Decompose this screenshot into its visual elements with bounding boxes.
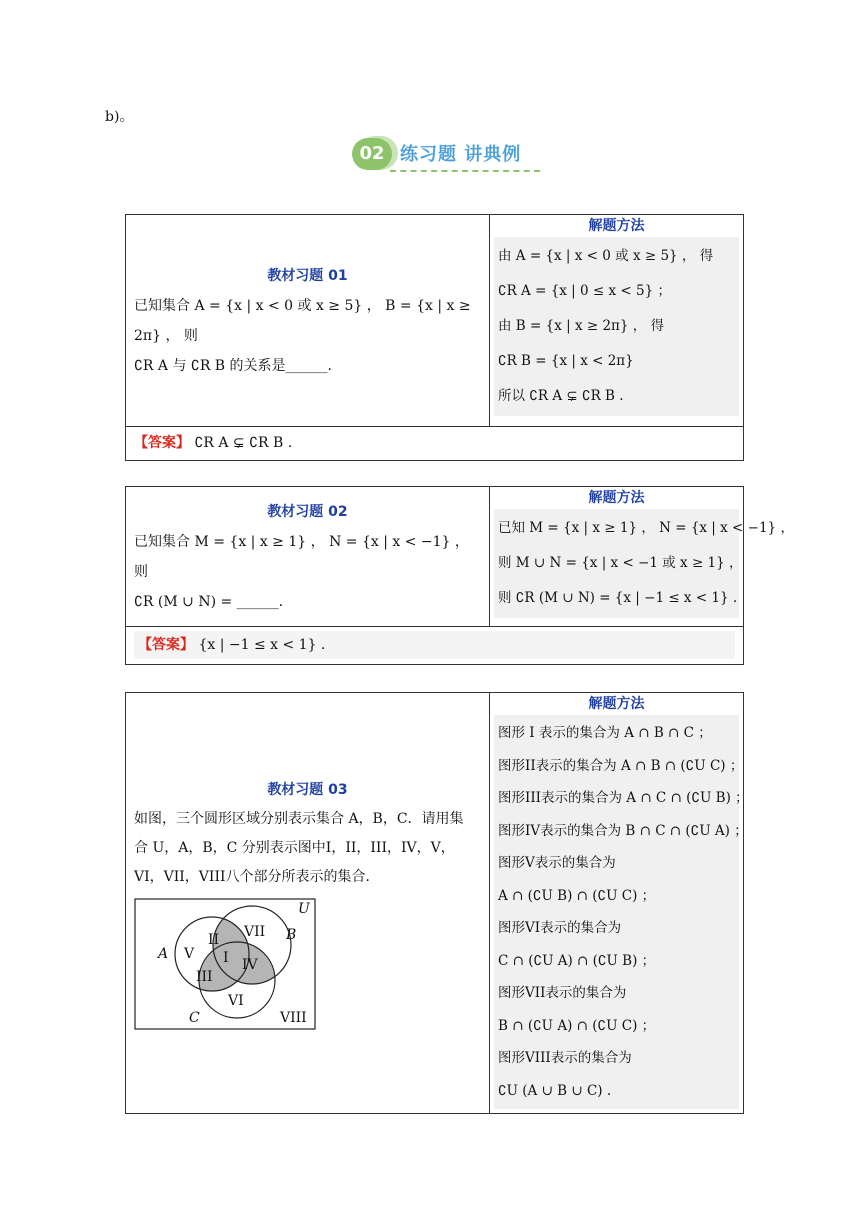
label-b: B <box>286 927 297 943</box>
dashed-underline <box>390 170 540 172</box>
label-a: A <box>158 946 169 962</box>
exercise-table-3 <box>125 692 749 1114</box>
solution-line: C ∩ (∁U A) ∩ (∁U B) ； <box>498 952 656 969</box>
solution-line: 图形VII表示的集合为 <box>498 985 627 1001</box>
section-title: 练习题 讲典例 <box>400 144 522 165</box>
answer-label: 【答案】 <box>138 637 194 653</box>
exercise-table-1 <box>125 214 744 461</box>
solution-box <box>494 237 739 416</box>
answer-row <box>126 427 743 459</box>
solution-line: 由 B = {x | x ≥ 2π} ， 得 <box>498 318 665 334</box>
region-label-iii: III <box>196 969 213 985</box>
solution-line: 所以 ∁R A ⊊ ∁R B . <box>498 388 624 404</box>
solution-line: ∁R A = {x | 0 ≤ x < 5} ； <box>498 283 671 299</box>
solution-line: B ∩ (∁U A) ∩ (∁U C) ； <box>498 1017 656 1034</box>
question-cell <box>126 255 489 387</box>
solution-heading: 解题方法 <box>588 490 645 506</box>
region-label-viii: VIII <box>280 1010 307 1026</box>
section-banner <box>352 136 544 176</box>
solution-line: ∁U (A ∪ B ∪ C) . <box>498 1082 612 1099</box>
solution-heading: 解题方法 <box>588 218 645 234</box>
question-line: 已知集合 A = {x | x < 0 或 x ≥ 5} ， B = {x | x ≥ 2π} ， 则 <box>134 297 471 344</box>
label-u: U <box>298 901 310 917</box>
answer-text: {x | −1 ≤ x < 1} . <box>198 637 326 653</box>
region-label-ii: II <box>208 932 220 948</box>
solution-line: 则 M ∪ N = {x | x < −1 或 x ≥ 1} ， <box>498 555 743 571</box>
solution-line: 图形 I 表示的集合为 A ∩ B ∩ C ； <box>498 725 712 741</box>
solution-line: 已知 M = {x | x ≥ 1} ， N = {x | x < −1} ， <box>498 520 794 536</box>
label-c: C <box>189 1010 200 1026</box>
question-line: VI，VII，VIII八个部分所表示的集合． <box>134 869 380 885</box>
region-label-iv: IV <box>242 957 258 973</box>
venn-diagram <box>134 898 481 1030</box>
region-label-vii: VII <box>244 924 266 940</box>
section-number-badge: 02 <box>352 138 392 170</box>
solution-line: 图形VI表示的集合为 <box>498 920 622 936</box>
question-cell <box>126 770 489 1036</box>
question-line: 已知集合 M = {x | x ≥ 1} ， N = {x | x < −1} ， 则 <box>134 533 469 580</box>
exercise-title: 教材习题 01 <box>267 267 348 284</box>
solution-line: 由 A = {x | x < 0 或 x ≥ 5} ， 得 <box>498 248 714 264</box>
solution-line: ∁R B = {x | x < 2π} <box>498 353 634 369</box>
answer-label: 【答案】 <box>134 435 190 451</box>
solution-line: 图形IV表示的集合为 B ∩ C ∩ (∁U A) ； <box>498 822 748 839</box>
solution-box <box>494 509 794 618</box>
question-line: 合 U，A，B，C 分别表示图中I，II，III，IV，V， <box>134 840 455 856</box>
region-label-i: I <box>223 950 229 966</box>
answer-row <box>126 627 743 663</box>
solution-box <box>494 715 749 1109</box>
exercise-title: 教材习题 03 <box>267 782 348 798</box>
lead-text: b)。 <box>105 109 134 125</box>
solution-line: 则 ∁R (M ∪ N) = {x | −1 ≤ x < 1} . <box>498 590 738 606</box>
question-line: 如图，三个圆形区域分别表示集合 A，B，C．请用集 <box>134 811 464 827</box>
solution-heading: 解题方法 <box>588 696 645 712</box>
answer-text: ∁R A ⊊ ∁R B . <box>194 435 293 451</box>
exercise-title: 教材习题 02 <box>267 503 348 520</box>
solution-line: 图形VIII表示的集合为 <box>498 1050 632 1066</box>
question-line: ∁R A 与 ∁R B 的关系是______. <box>134 357 332 374</box>
question-line: ∁R (M ∪ N) = ______. <box>134 593 284 610</box>
exercise-table-2 <box>125 486 794 665</box>
solution-line: 图形V表示的集合为 <box>498 855 616 871</box>
region-label-vi: VI <box>228 993 244 1009</box>
question-cell <box>126 491 489 623</box>
region-label-v: V <box>184 946 195 962</box>
solution-line: 图形III表示的集合为 A ∩ C ∩ (∁U B) ； <box>498 790 749 806</box>
solution-line: 图形II表示的集合为 A ∩ B ∩ (∁U C) ； <box>498 757 744 774</box>
solution-line: A ∩ (∁U B) ∩ (∁U C) ； <box>498 887 656 904</box>
